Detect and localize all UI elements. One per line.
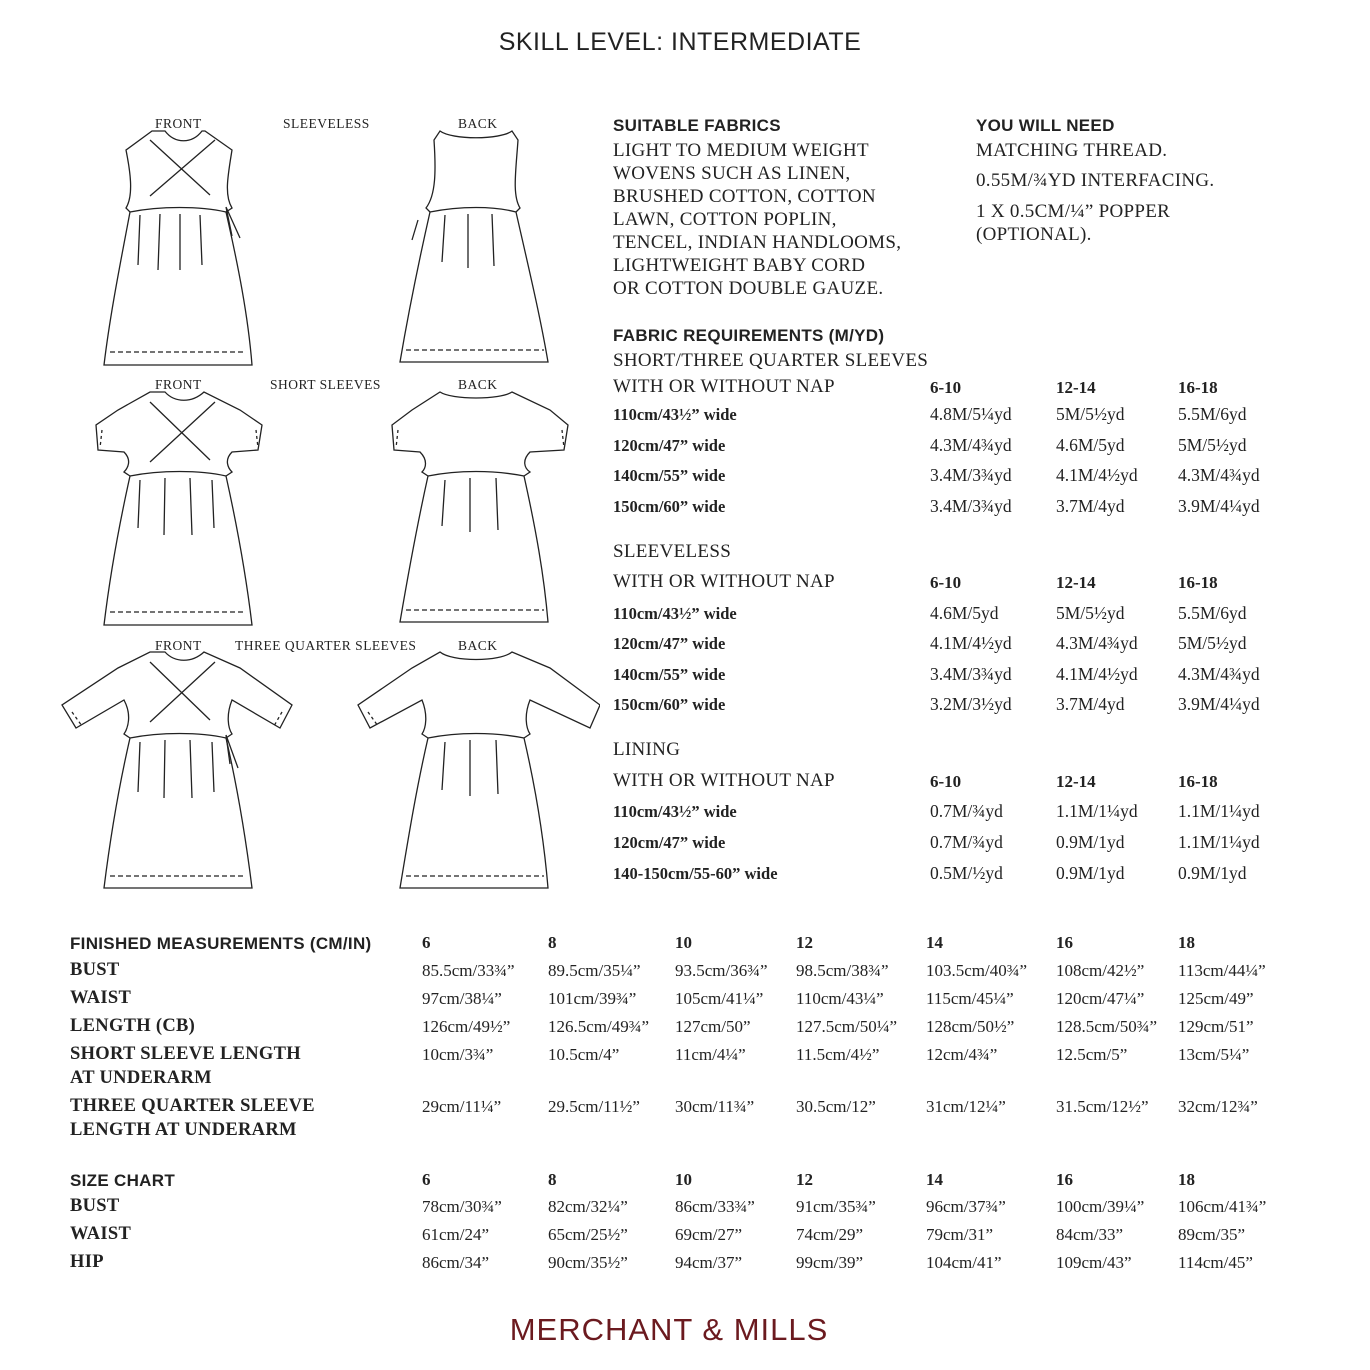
nap-label: WITH OR WITHOUT NAP: [613, 376, 835, 397]
size-chart-value: 89cm/35”: [1178, 1225, 1246, 1244]
measurement-value: 110cm/43¼”: [796, 989, 884, 1008]
size-chart-value: 86cm/33¾”: [675, 1197, 755, 1216]
measurement-label: WAIST: [70, 988, 132, 1008]
measurement-value: 120cm/47¼”: [1056, 989, 1145, 1008]
dress-illustrations: [0, 0, 600, 910]
fabric-value: 4.3M/4¾yd: [930, 435, 1012, 455]
fabric-value: 4.3M/4¾yd: [1178, 465, 1260, 485]
fabric-width: 110cm/43½” wide: [613, 604, 737, 623]
size-chart-value: 114cm/45”: [1178, 1253, 1253, 1272]
size-chart-heading: SIZE CHART: [70, 1171, 175, 1190]
fabric-value: 4.6M/5yd: [1056, 435, 1125, 455]
size-header: 6-10: [930, 378, 962, 397]
measurement-value: 10.5cm/4”: [548, 1045, 620, 1064]
fabric-value: 0.9M/1yd: [1056, 863, 1125, 883]
fabric-value: 0.7M/¾yd: [930, 801, 1003, 821]
measurement-value: 126.5cm/49¾”: [548, 1017, 650, 1036]
skill-level-title: SKILL LEVEL: INTERMEDIATE: [498, 28, 862, 56]
size-chart-label: BUST: [70, 1196, 120, 1216]
measurement-value: 29.5cm/11½”: [548, 1097, 640, 1116]
measurement-label-line2: LENGTH AT UNDERARM: [70, 1120, 297, 1140]
measurement-value: 89.5cm/35¼”: [548, 961, 641, 980]
fabric-width: 120cm/47” wide: [613, 634, 726, 653]
measurement-value: 125cm/49”: [1178, 989, 1254, 1008]
fabric-value: 3.7M/4yd: [1056, 694, 1125, 714]
size-header: 12: [796, 933, 813, 952]
measurement-value: 11cm/4¼”: [675, 1045, 746, 1064]
fabric-requirements-heading: FABRIC REQUIREMENTS (M/YD): [613, 326, 885, 345]
measurement-value: 97cm/38¼”: [422, 989, 502, 1008]
size-chart-value: 78cm/30¾”: [422, 1197, 502, 1216]
size-chart-value: 96cm/37¾”: [926, 1197, 1006, 1216]
fabric-value: 3.4M/3¾yd: [930, 465, 1012, 485]
fabric-value: 3.9M/4¼yd: [1178, 496, 1260, 516]
caption-three-quarter: THREE QUARTER SLEEVES: [235, 638, 417, 653]
finished-measurements-heading: FINISHED MEASUREMENTS (CM/IN): [70, 934, 372, 953]
measurement-value: 29cm/11¼”: [422, 1097, 502, 1116]
three-quarter-front-drawing: [62, 652, 292, 888]
fabric-value: 3.7M/4yd: [1056, 496, 1125, 516]
measurement-value: 13cm/5¼”: [1178, 1045, 1250, 1064]
measurement-label: BUST: [70, 960, 120, 980]
size-header: 16-18: [1178, 573, 1218, 592]
measurement-value: 127.5cm/50¼”: [796, 1017, 898, 1036]
fabric-width: 140cm/55” wide: [613, 466, 726, 485]
size-header: 14: [926, 933, 943, 952]
measurement-value: 85.5cm/33¾”: [422, 961, 515, 980]
fabric-value: 4.8M/5¼yd: [930, 404, 1012, 424]
caption-sleeveless: SLEEVELESS: [283, 116, 370, 131]
size-header: 18: [1178, 1170, 1195, 1189]
measurement-value: 98.5cm/38¾”: [796, 961, 889, 980]
size-chart-value: 82cm/32¼”: [548, 1197, 628, 1216]
measurement-value: 30cm/11¾”: [675, 1097, 755, 1116]
fabric-value: 0.5M/½yd: [930, 863, 1003, 883]
fabric-value: 0.9M/1yd: [1056, 832, 1125, 852]
measurement-value: 108cm/42½”: [1056, 961, 1145, 980]
size-header: 6-10: [930, 772, 962, 791]
size-chart-value: 69cm/27”: [675, 1225, 743, 1244]
size-chart-value: 79cm/31”: [926, 1225, 994, 1244]
size-header: 10: [675, 933, 692, 952]
caption-front-2: FRONT: [155, 377, 202, 392]
short-sleeve-front-drawing: [96, 392, 262, 625]
size-chart-label: HIP: [70, 1252, 104, 1272]
measurement-label: SHORT SLEEVE LENGTH: [70, 1044, 301, 1064]
suitable-fabrics-heading: SUITABLE FABRICS: [613, 116, 781, 135]
size-header: 14: [926, 1170, 943, 1189]
measurement-label: THREE QUARTER SLEEVE: [70, 1096, 315, 1116]
fabric-width: 150cm/60” wide: [613, 497, 726, 516]
size-header: 8: [548, 1170, 557, 1189]
size-chart-value: 104cm/41”: [926, 1253, 1002, 1272]
fabric-value: 4.3M/4¾yd: [1056, 633, 1138, 653]
size-header: 6-10: [930, 573, 962, 592]
caption-back-2: BACK: [458, 377, 498, 392]
size-header: 6: [422, 1170, 431, 1189]
three-quarter-back-drawing: [358, 652, 600, 888]
fabric-value: 0.9M/1yd: [1178, 863, 1247, 883]
fabric-value: 5.5M/6yd: [1178, 603, 1247, 623]
fabric-value: 5M/5½yd: [1178, 633, 1247, 653]
measurement-value: 126cm/49½”: [422, 1017, 511, 1036]
size-chart-value: 65cm/25½”: [548, 1225, 628, 1244]
fabric-value: 4.1M/4½yd: [930, 633, 1012, 653]
size-header: 8: [548, 933, 557, 952]
caption-front-1: FRONT: [155, 116, 202, 131]
measurement-value: 93.5cm/36¾”: [675, 961, 768, 980]
size-chart-value: 100cm/39¼”: [1056, 1197, 1145, 1216]
fabric-value: 3.4M/3¾yd: [930, 664, 1012, 684]
measurement-value: 31.5cm/12½”: [1056, 1097, 1149, 1116]
fabric-value: 3.4M/3¾yd: [930, 496, 1012, 516]
fabric-value: 5M/5½yd: [1056, 603, 1125, 623]
nap-label: WITH OR WITHOUT NAP: [613, 770, 835, 791]
measurement-value: 128.5cm/50¾”: [1056, 1017, 1158, 1036]
brand-wordmark: MERCHANT & MILLS: [509, 1312, 829, 1347]
measurement-value: 113cm/44¼”: [1178, 961, 1266, 980]
fabric-width: 120cm/47” wide: [613, 833, 726, 852]
fabric-value: 1.1M/1¼yd: [1178, 801, 1260, 821]
measurement-value: 127cm/50”: [675, 1017, 751, 1036]
size-header: 16-18: [1178, 378, 1218, 397]
fabric-width: 140-150cm/55-60” wide: [613, 864, 778, 883]
measurement-value: 31cm/12¼”: [926, 1097, 1006, 1116]
size-header: 16: [1056, 1170, 1073, 1189]
fabric-value: 5.5M/6yd: [1178, 404, 1247, 424]
measurement-value: 11.5cm/4½”: [796, 1045, 880, 1064]
you-will-need-heading: YOU WILL NEED: [976, 116, 1115, 135]
caption-back-1: BACK: [458, 116, 498, 131]
fabric-value: 0.7M/¾yd: [930, 832, 1003, 852]
size-header: 10: [675, 1170, 692, 1189]
need-interfacing: 0.55M/¾YD INTERFACING.: [976, 170, 1215, 191]
sleeveless-back-drawing: [400, 131, 548, 362]
suitable-fabrics-text: LIGHT TO MEDIUM WEIGHT WOVENS SUCH AS LINEN, BRUSHED COTTON, COTTON LAWN, COTTON POPLIN, TENCEL, INDIAN HANDLOOMS, LIGHTWEIGHT BABY CORD OR COTTON DOUBLE GAUZE.: [613, 140, 902, 299]
size-chart-value: 91cm/35¾”: [796, 1197, 876, 1216]
size-header: 12: [796, 1170, 813, 1189]
size-chart-value: 86cm/34”: [422, 1253, 490, 1272]
fabric-width: 120cm/47” wide: [613, 436, 726, 455]
size-chart-value: 61cm/24”: [422, 1225, 490, 1244]
measurement-value: 12cm/4¾”: [926, 1045, 998, 1064]
fabric-value: 5M/5½yd: [1056, 404, 1125, 424]
fabric-value: 1.1M/1¼yd: [1056, 801, 1138, 821]
size-header: 12-14: [1056, 772, 1096, 791]
fabric-value: 4.6M/5yd: [930, 603, 999, 623]
fabric-value: 4.3M/4¾yd: [1178, 664, 1260, 684]
fabric-width: 110cm/43½” wide: [613, 802, 737, 821]
size-chart-label: WAIST: [70, 1224, 132, 1244]
sleeveless-front-drawing: [104, 131, 252, 365]
fabric-value: 4.1M/4½yd: [1056, 465, 1138, 485]
fabric-value: 4.1M/4½yd: [1056, 664, 1138, 684]
fabric-value: 5M/5½yd: [1178, 435, 1247, 455]
measurement-value: 105cm/41¼”: [675, 989, 764, 1008]
size-chart-value: 99cm/39”: [796, 1253, 864, 1272]
size-chart-value: 106cm/41¾”: [1178, 1197, 1267, 1216]
fabric-width: 150cm/60” wide: [613, 695, 726, 714]
fabric-section-title: LINING: [613, 739, 681, 760]
need-thread: MATCHING THREAD.: [976, 140, 1168, 161]
measurement-value: 32cm/12¾”: [1178, 1097, 1258, 1116]
short-sleeve-back-drawing: [392, 392, 568, 622]
measurement-value: 128cm/50½”: [926, 1017, 1015, 1036]
measurement-label-line2: AT UNDERARM: [70, 1068, 212, 1088]
caption-back-3: BACK: [458, 638, 498, 653]
size-header: 12-14: [1056, 378, 1096, 397]
size-chart-value: 74cm/29”: [796, 1225, 864, 1244]
need-popper: 1 X 0.5CM/¼” POPPER: [976, 201, 1171, 222]
size-header: 6: [422, 933, 431, 952]
fabric-width: 140cm/55” wide: [613, 665, 726, 684]
fabric-section-title: SHORT/THREE QUARTER SLEEVES: [613, 350, 929, 371]
caption-short-sleeves: SHORT SLEEVES: [270, 377, 381, 392]
fabric-width: 110cm/43½” wide: [613, 405, 737, 424]
fabric-section-title: SLEEVELESS: [613, 541, 732, 562]
caption-front-3: FRONT: [155, 638, 202, 653]
measurement-value: 30.5cm/12”: [796, 1097, 876, 1116]
size-chart-value: 109cm/43”: [1056, 1253, 1132, 1272]
measurement-value: 101cm/39¾”: [548, 989, 637, 1008]
size-header: 12-14: [1056, 573, 1096, 592]
size-header: 16-18: [1178, 772, 1218, 791]
measurement-value: 103.5cm/40¾”: [926, 961, 1028, 980]
fabric-value: 3.9M/4¼yd: [1178, 694, 1260, 714]
measurement-value: 10cm/3¾”: [422, 1045, 494, 1064]
measurement-value: 115cm/45¼”: [926, 989, 1014, 1008]
size-chart-value: 84cm/33”: [1056, 1225, 1124, 1244]
fabric-value: 3.2M/3½yd: [930, 694, 1012, 714]
nap-label: WITH OR WITHOUT NAP: [613, 571, 835, 592]
measurement-label: LENGTH (CB): [70, 1016, 196, 1036]
fabric-value: 1.1M/1¼yd: [1178, 832, 1260, 852]
size-chart-value: 90cm/35½”: [548, 1253, 628, 1272]
size-header: 16: [1056, 933, 1073, 952]
measurement-value: 12.5cm/5”: [1056, 1045, 1128, 1064]
measurement-value: 129cm/51”: [1178, 1017, 1254, 1036]
need-popper-optional: (OPTIONAL).: [976, 224, 1092, 245]
size-chart-value: 94cm/37”: [675, 1253, 743, 1272]
size-header: 18: [1178, 933, 1195, 952]
